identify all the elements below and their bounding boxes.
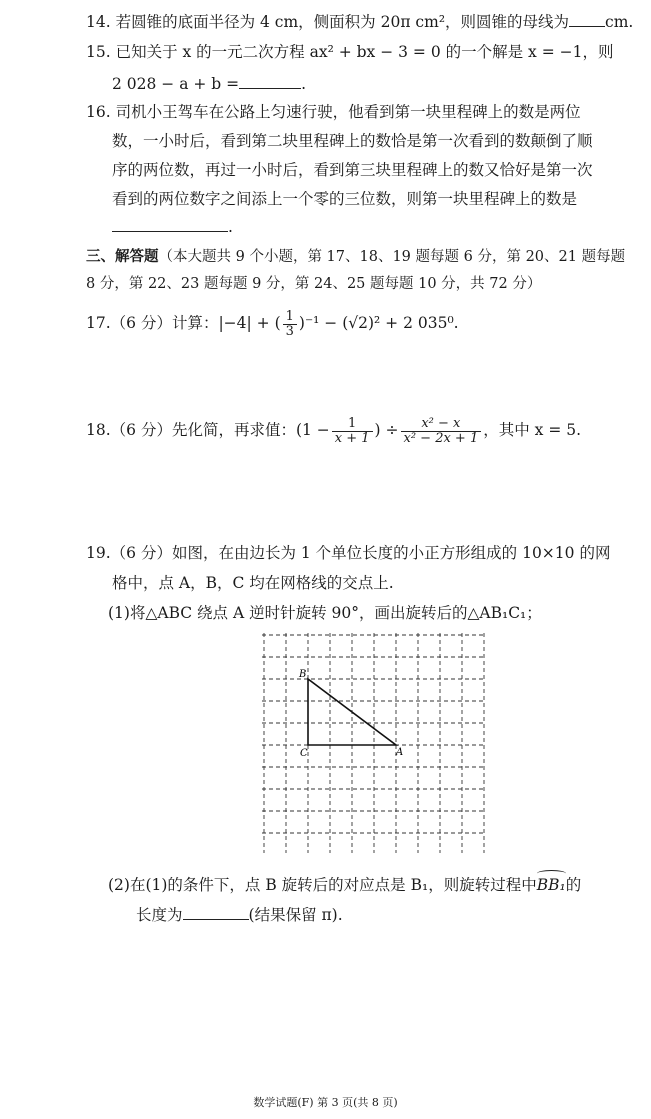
q16-period: .	[228, 218, 233, 236]
q17-denominator: 3	[285, 323, 294, 339]
q18-denominator2: x² − 2x + 1	[403, 430, 479, 446]
section-3-desc1: （本大题共 9 个小题，第 17、18、19 题每题 6 分，第 20、21 题每题	[158, 249, 626, 265]
q18-numerator2: x² − x	[401, 417, 482, 432]
q18-fraction1	[332, 417, 373, 446]
q15-answer-blank[interactable]	[239, 72, 301, 89]
section-3-line1	[86, 246, 625, 268]
q15-expression: 2 028 − a + b =	[112, 75, 240, 93]
grid-vertical-lines	[264, 633, 484, 853]
question-19-part2-line1	[108, 874, 581, 896]
q18-suffix: ，其中 x = 5.	[483, 421, 582, 439]
question-14	[86, 10, 633, 33]
question-19-part1: (1)将△ABC 绕点 A 逆时针旋转 90°，画出旋转后的△AB₁C₁；	[108, 604, 542, 622]
q16-answer-line	[112, 215, 233, 238]
q19-answer-blank[interactable]	[183, 903, 249, 920]
question-15-line2	[112, 72, 306, 95]
q18-prefix: 18.（6 分）先化简，再求值：(1 −	[86, 421, 330, 439]
q18-mid: ) ÷	[374, 421, 399, 439]
triangle-abc	[308, 679, 396, 745]
q17-suffix: )⁻¹ − (√2)² + 2 035⁰.	[298, 314, 459, 332]
q18-fraction2	[401, 417, 482, 446]
question-16-line2: 数，一小时后，看到第二块里程碑上的数恰是第一次看到的数颠倒了顺	[112, 132, 593, 150]
section-3-line2: 8 分，第 22、23 题每题 9 分，第 24、25 题每题 10 分，共 72 分）	[86, 276, 542, 292]
q19-part2-tail: 的	[565, 876, 582, 894]
point-a-label: A	[396, 747, 404, 758]
page-footer: 数学试题(F) 第 3 页(共 8 页)	[253, 1096, 398, 1109]
q19-part2-prefix: 长度为	[136, 906, 183, 924]
question-19-line1: 19.（6 分）如图，在由边长为 1 个单位长度的小正方形组成的 10×10 的网	[86, 544, 611, 562]
q15-period: .	[301, 75, 307, 93]
question-16-line3: 序的两位数，再过一小时后，看到第三块里程碑上的数又恰好是第一次	[112, 161, 593, 179]
grid-figure	[262, 633, 488, 855]
q18-denominator1: x + 1	[334, 430, 370, 446]
q18-numerator1: 1	[332, 417, 373, 432]
question-19-line2: 格中，点 A，B，C 均在网格线的交点上.	[112, 574, 394, 592]
q19-part2-text: (2)在(1)的条件下，点 B 旋转后的对应点是 B₁，则旋转过程中	[108, 876, 537, 894]
section-3-heading: 三、解答题	[86, 248, 159, 265]
question-16-line1: 16. 司机小王驾车在公路上匀速行驶，他看到第一块里程碑上的数是两位	[86, 103, 581, 121]
q14-text: 14. 若圆锥的底面半径为 4 cm，侧面积为 20π cm²，则圆锥的母线为	[86, 13, 570, 31]
q17-prefix: 17.（6 分）计算：|−4| + (	[86, 314, 281, 332]
q17-fraction	[283, 310, 297, 339]
q14-answer-blank[interactable]	[569, 10, 605, 27]
q19-part2-suffix: (结果保留 π).	[248, 906, 343, 924]
q14-unit: cm.	[605, 13, 634, 31]
question-17	[86, 308, 459, 339]
q16-answer-blank[interactable]	[112, 215, 228, 232]
q17-numerator: 1	[283, 310, 297, 325]
question-16-line4: 看到的两位数字之间添上一个零的三位数，则第一块里程碑上的数是	[112, 190, 578, 208]
question-19-part2-line2	[136, 903, 343, 926]
question-18	[86, 413, 581, 447]
question-15-line1: 15. 已知关于 x 的一元二次方程 ax² + bx − 3 = 0 的一个解是 x = −1，则	[86, 43, 614, 61]
arc-bb1: BB₁	[536, 876, 566, 894]
point-b-label: B	[299, 669, 307, 680]
point-c-label: C	[300, 748, 308, 759]
